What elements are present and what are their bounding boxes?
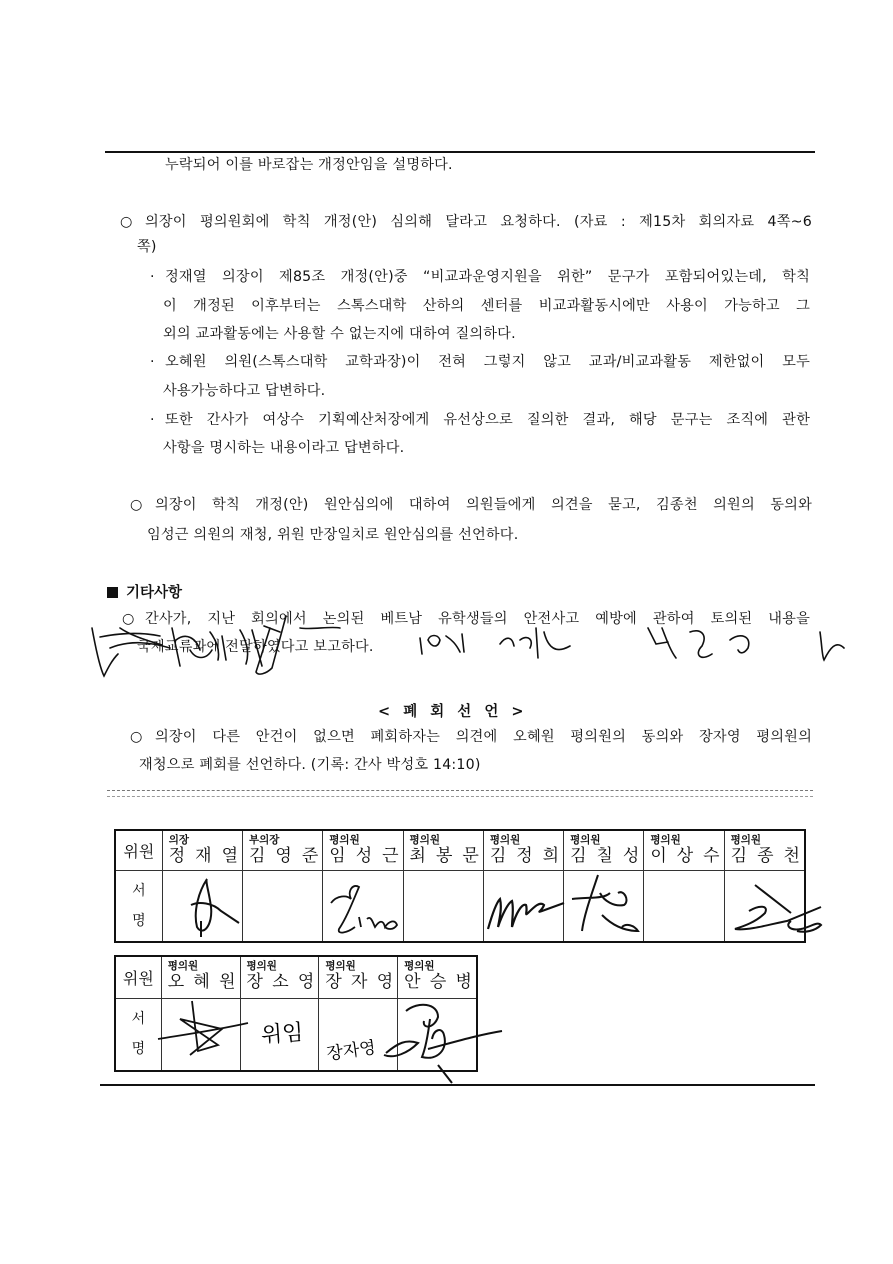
bullet1-line2: 이 개정된 이후부터는 스톡스대학 산하의 센터를 비교과활동시에만 사용이 가능하고 그 (163, 298, 810, 314)
member-cell (403, 830, 483, 870)
member-cell (724, 830, 805, 870)
member-role: 평의원 (570, 834, 601, 846)
member-role: 의장 (168, 834, 190, 846)
signature-cell (161, 998, 240, 1071)
member-name: 최 봉 문 (409, 846, 479, 866)
item2-marker: ○ (130, 497, 143, 513)
bullet1-line3: 외의 교과활동에는 사용할 수 없는지에 대하여 질의하다. (163, 326, 516, 342)
member-cell (161, 956, 240, 998)
signature-mark-icon (162, 999, 242, 1072)
other-marker: ○ (122, 611, 135, 627)
bullet2-line2: 사용가능하다고 답변하다. (163, 383, 326, 399)
member-name: 안 승 병 (404, 972, 472, 992)
member-role: 평의원 (650, 834, 681, 846)
item2-line1: 의장이 학칙 개정(안) 원안심의에 대하여 의원들에게 의견을 묻고, 김종천 의원의 동의와 (155, 497, 812, 513)
signature-cell (724, 870, 805, 942)
signature-cell-empty (644, 870, 724, 942)
member-role: 평의원 (167, 960, 199, 972)
member-role: 평의원 (730, 834, 762, 846)
member-name: 장 자 영 (325, 972, 394, 992)
member-cell (483, 830, 563, 870)
member-name: 김 영 준 (249, 846, 319, 866)
member-role: 부의장 (249, 834, 280, 846)
signature-mark-icon (398, 999, 478, 1072)
member-name: 이 상 수 (650, 846, 720, 866)
bottom-rule (100, 1084, 815, 1086)
signature-mark-icon (564, 871, 644, 943)
sign-label: 서 명 (115, 870, 162, 942)
member-cell-chair (162, 830, 242, 870)
signature-table-1 (114, 829, 806, 943)
signature-cell (319, 998, 398, 1071)
member-name: 김 종 천 (730, 846, 800, 866)
member-role: 평의원 (404, 960, 435, 972)
member-header-label: 위원 (115, 956, 161, 998)
member-cell (644, 830, 724, 870)
member-cell (564, 830, 644, 870)
other-line1: 간사가, 지난 회의에서 논의된 베트남 유학생들의 안전사고 예방에 관하여 토의된 내용을 (145, 611, 810, 627)
bullet1-line1: 정재열 의장이 제85조 개정(안)중 “비교과운영지원을 위한” 문구가 포함되어있는데, 학칙 (165, 269, 810, 285)
member-cell-vice-chair (243, 830, 323, 870)
section-title: 기타사항 (126, 585, 183, 601)
closing-line2: 재청으로 폐회를 선언하다. (기록: 간사 박성호 14:10) (139, 757, 481, 773)
svg-text:장자영: 장자영 (325, 1037, 378, 1065)
square-bullet-icon (107, 587, 118, 598)
member-name: 김 칠 성 (570, 846, 640, 866)
bullet2-line1: 오혜원 의원(스톡스대학 교학과장)이 전혀 그렇지 않고 교과/비교과활동 제한없이 모두 (165, 354, 810, 370)
section-heading-other (107, 581, 182, 602)
signature-table-2 (114, 955, 478, 1072)
signature-cell (564, 870, 644, 942)
member-cell (323, 830, 403, 870)
closing-line1: 의장이 다른 안건이 없으면 폐회하자는 의견에 오혜원 평의원의 동의와 장자영 평의원의 (155, 729, 812, 745)
member-name: 김 정 희 (489, 846, 560, 866)
svg-text:위임: 위임 (259, 1019, 304, 1048)
member-name: 정 재 열 (168, 846, 238, 866)
item1-line2: 쪽) (137, 239, 157, 255)
member-name: 임 성 근 (329, 846, 399, 866)
item1-line1: 의장이 평의원회에 학칙 개정(안) 심의해 달라고 요청하다. (자료 : 제15차 회의자료 4쪽~6 (145, 214, 812, 230)
closing-marker: ○ (130, 729, 143, 745)
other-line2: 국제교류과에 전달하였다고 보고하다. (137, 639, 374, 655)
signature-cell (323, 870, 403, 942)
member-role: 평의원 (409, 834, 440, 846)
signature-mark-icon (323, 871, 403, 943)
signature-mark-icon (484, 871, 564, 943)
member-name: 장 소 영 (246, 972, 315, 992)
bullet3-line2: 사항을 명시하는 내용이라고 답변하다. (163, 440, 405, 456)
bullet1-marker: · (150, 269, 155, 285)
signature-mark-icon (163, 871, 243, 943)
signature-mark-icon (319, 999, 399, 1072)
signature-cell-empty (243, 870, 323, 942)
item2-line2: 임성근 의원의 재청, 위원 만장일치로 원안심의를 선언하다. (147, 527, 519, 543)
bullet2-marker: · (150, 354, 155, 370)
item1-marker: ○ (120, 214, 133, 230)
closing-heading: < 폐 회 선 언 > (378, 703, 528, 720)
member-cell (319, 956, 398, 998)
signature-cell-empty (403, 870, 483, 942)
member-role: 평의원 (489, 834, 521, 846)
signature-cell (398, 998, 477, 1071)
top-rule (105, 151, 815, 153)
dashed-separator (107, 790, 813, 797)
member-header-label: 위원 (115, 830, 162, 870)
continued-text: 누락되어 이를 바로잡는 개정안임을 설명하다. (165, 157, 453, 173)
sign-label: 서 명 (115, 998, 161, 1071)
signature-mark-icon (241, 999, 321, 1072)
signature-cell (483, 870, 563, 942)
member-cell (398, 956, 477, 998)
bullet3-marker: · (150, 412, 155, 428)
member-cell (240, 956, 319, 998)
member-role: 평의원 (325, 960, 356, 972)
bullet3-line1: 또한 간사가 여상수 기획예산처장에게 유선상으로 질의한 결과, 해당 문구는 조직에 관한 (165, 412, 810, 428)
member-role: 평의원 (329, 834, 360, 846)
member-role: 평의원 (246, 960, 277, 972)
signature-cell (162, 870, 242, 942)
signature-cell (240, 998, 319, 1071)
member-name: 오 혜 원 (167, 972, 236, 992)
signature-mark-icon (725, 871, 805, 943)
